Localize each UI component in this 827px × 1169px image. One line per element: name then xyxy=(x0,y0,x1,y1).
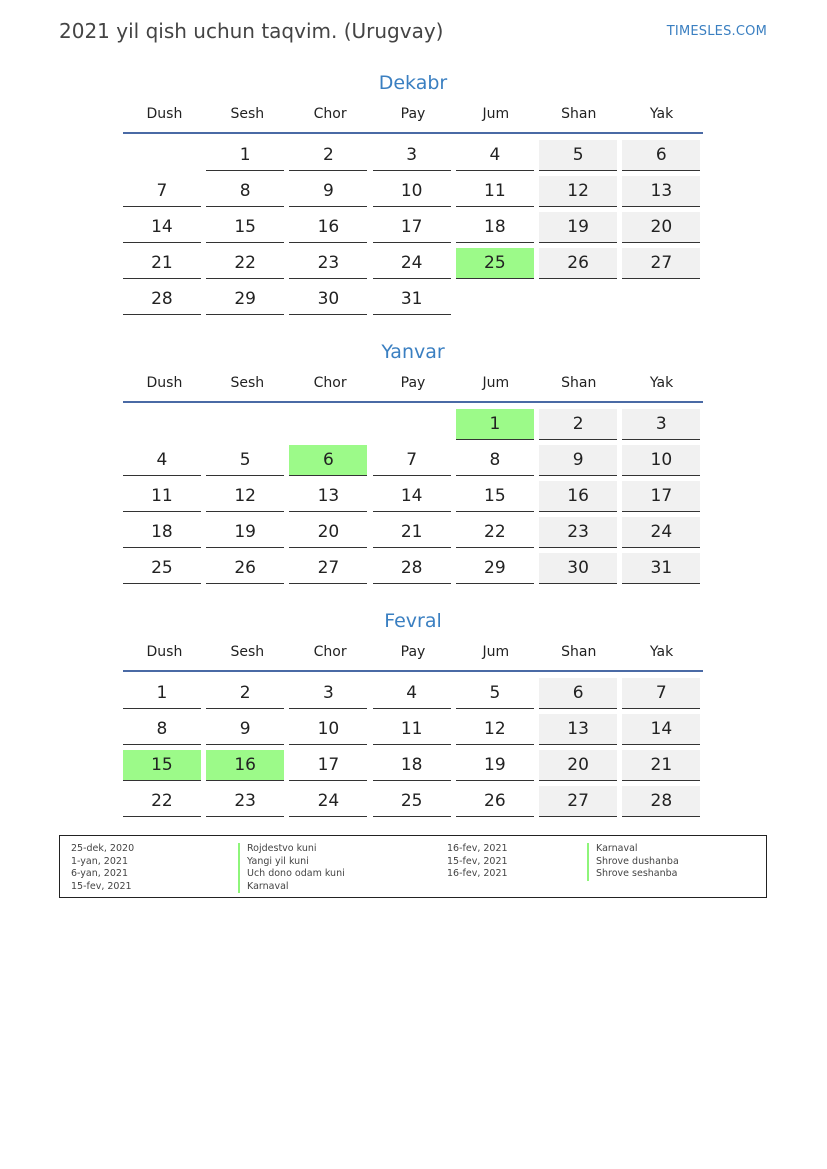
weekday-label: Yak xyxy=(649,375,674,391)
day-cell: 19 xyxy=(539,212,617,243)
day-cell: 4 xyxy=(123,445,201,476)
day-cell: 1 xyxy=(123,678,201,709)
day-cell: 8 xyxy=(456,445,534,476)
week-row xyxy=(123,443,703,479)
legend-holiday-name: Rojdestvo kuni xyxy=(238,843,345,856)
legend-date: 25-dek, 2020 xyxy=(71,843,135,854)
legend-date: 6-yan, 2021 xyxy=(71,868,128,879)
empty-cell xyxy=(123,140,201,170)
day-cell: 7 xyxy=(373,445,451,476)
day-cell: 30 xyxy=(289,284,367,315)
day-cell: 6 xyxy=(539,678,617,709)
day-cell: 25 xyxy=(456,248,534,279)
day-cell: 9 xyxy=(206,714,284,745)
day-cell: 23 xyxy=(206,786,284,817)
legend-date: 16-fev, 2021 xyxy=(447,843,508,854)
day-cell: 5 xyxy=(456,678,534,709)
day-cell: 24 xyxy=(622,517,700,548)
day-cell: 29 xyxy=(206,284,284,315)
week-row xyxy=(123,784,703,820)
week-row xyxy=(123,246,703,282)
day-cell: 31 xyxy=(622,553,700,584)
month-title: Dekabr xyxy=(378,72,448,94)
week-row xyxy=(123,748,703,784)
day-cell: 14 xyxy=(622,714,700,745)
legend-holiday-name: Shrove seshanba xyxy=(587,868,679,881)
day-cell: 3 xyxy=(289,678,367,709)
day-cell: 16 xyxy=(539,481,617,512)
day-cell: 8 xyxy=(206,176,284,207)
week-row xyxy=(123,282,703,318)
day-cell: 2 xyxy=(206,678,284,709)
week-row xyxy=(123,551,703,587)
legend-names-left xyxy=(238,843,345,893)
legend-holiday-name: Shrove dushanba xyxy=(587,856,679,869)
day-cell: 7 xyxy=(123,176,201,207)
legend-holiday-name: Yangi yil kuni xyxy=(238,856,345,869)
weekday-label: Shan xyxy=(561,106,597,122)
week-row xyxy=(123,712,703,748)
weekday-label: Chor xyxy=(313,106,347,122)
day-cell: 7 xyxy=(622,678,700,709)
day-cell: 29 xyxy=(456,553,534,584)
day-cell: 25 xyxy=(373,786,451,817)
legend-date: 16-fev, 2021 xyxy=(447,868,508,879)
day-cell: 20 xyxy=(539,750,617,781)
week-row xyxy=(123,515,703,551)
day-cell: 8 xyxy=(123,714,201,745)
weekday-label: Shan xyxy=(561,375,597,391)
header-divider xyxy=(123,401,703,403)
empty-cell xyxy=(123,409,201,439)
day-cell: 2 xyxy=(539,409,617,440)
day-cell: 6 xyxy=(289,445,367,476)
empty-cell xyxy=(539,284,617,314)
day-cell: 12 xyxy=(206,481,284,512)
week-row xyxy=(123,210,703,246)
weekday-label: Dush xyxy=(146,375,183,391)
day-cell: 13 xyxy=(539,714,617,745)
week-row xyxy=(123,676,703,712)
weekday-label: Pay xyxy=(400,644,426,660)
weekday-header xyxy=(123,106,703,126)
day-cell: 5 xyxy=(206,445,284,476)
day-cell: 12 xyxy=(539,176,617,207)
header-divider xyxy=(123,670,703,672)
day-cell: 17 xyxy=(373,212,451,243)
day-cell: 26 xyxy=(539,248,617,279)
day-cell: 22 xyxy=(206,248,284,279)
empty-cell xyxy=(289,409,367,439)
day-cell: 24 xyxy=(373,248,451,279)
day-cell: 20 xyxy=(289,517,367,548)
day-cell: 26 xyxy=(456,786,534,817)
day-cell: 9 xyxy=(289,176,367,207)
day-cell: 15 xyxy=(206,212,284,243)
day-cell: 11 xyxy=(456,176,534,207)
day-grid xyxy=(123,407,703,587)
legend-holiday-name: Karnaval xyxy=(587,843,679,856)
weekday-label: Sesh xyxy=(230,106,265,122)
day-cell: 30 xyxy=(539,553,617,584)
weekday-label: Yak xyxy=(649,106,674,122)
day-cell: 18 xyxy=(373,750,451,781)
weekday-label: Dush xyxy=(146,106,183,122)
legend-date: 15-fev, 2021 xyxy=(71,880,132,892)
day-cell: 5 xyxy=(539,140,617,171)
day-cell: 27 xyxy=(622,248,700,279)
weekday-label: Sesh xyxy=(230,375,265,391)
week-row xyxy=(123,138,703,174)
week-row xyxy=(123,479,703,515)
day-grid xyxy=(123,138,703,318)
week-row xyxy=(123,174,703,210)
empty-cell xyxy=(373,409,451,439)
day-cell: 11 xyxy=(123,481,201,512)
day-cell: 10 xyxy=(622,445,700,476)
empty-cell xyxy=(456,284,534,314)
weekday-label: Chor xyxy=(313,644,347,660)
weekday-label: Dush xyxy=(146,644,183,660)
day-cell: 17 xyxy=(289,750,367,781)
legend-holiday-name: Uch dono odam kuni xyxy=(238,868,345,881)
day-cell: 17 xyxy=(622,481,700,512)
day-cell: 3 xyxy=(373,140,451,171)
empty-cell xyxy=(206,409,284,439)
day-cell: 2 xyxy=(289,140,367,171)
weekday-label: Jum xyxy=(482,375,510,391)
day-cell: 11 xyxy=(373,714,451,745)
day-cell: 14 xyxy=(373,481,451,512)
day-cell: 16 xyxy=(206,750,284,781)
legend-dates-left xyxy=(71,843,134,893)
day-cell: 4 xyxy=(456,140,534,171)
month-dekabr xyxy=(123,70,703,318)
holiday-legend xyxy=(59,835,767,898)
day-cell: 4 xyxy=(373,678,451,709)
day-cell: 9 xyxy=(539,445,617,476)
legend-dates-right xyxy=(447,843,508,881)
day-cell: 19 xyxy=(206,517,284,548)
day-cell: 10 xyxy=(373,176,451,207)
day-cell: 25 xyxy=(123,553,201,584)
day-cell: 13 xyxy=(289,481,367,512)
day-cell: 20 xyxy=(622,212,700,243)
legend-date: 15-fev, 2021 xyxy=(447,855,508,867)
day-cell: 22 xyxy=(123,786,201,817)
day-cell: 24 xyxy=(289,786,367,817)
day-cell: 18 xyxy=(123,517,201,548)
weekday-label: Sesh xyxy=(230,644,265,660)
day-cell: 27 xyxy=(289,553,367,584)
day-cell: 15 xyxy=(456,481,534,512)
day-cell: 12 xyxy=(456,714,534,745)
day-cell: 23 xyxy=(289,248,367,279)
empty-cell xyxy=(622,284,700,314)
month-title: Yanvar xyxy=(381,341,445,363)
month-fevral xyxy=(123,608,703,820)
day-cell: 27 xyxy=(539,786,617,817)
day-cell: 21 xyxy=(622,750,700,781)
day-cell: 28 xyxy=(123,284,201,315)
header-divider xyxy=(123,132,703,134)
day-cell: 28 xyxy=(622,786,700,817)
day-cell: 10 xyxy=(289,714,367,745)
day-cell: 14 xyxy=(123,212,201,243)
month-yanvar xyxy=(123,339,703,587)
day-cell: 1 xyxy=(456,409,534,440)
day-cell: 18 xyxy=(456,212,534,243)
day-cell: 23 xyxy=(539,517,617,548)
day-cell: 3 xyxy=(622,409,700,440)
weekday-label: Pay xyxy=(400,106,426,122)
month-title: Fevral xyxy=(384,610,442,632)
legend-names-right xyxy=(587,843,679,881)
weekday-label: Shan xyxy=(561,644,597,660)
site-link[interactable]: TIMESLES.COM xyxy=(666,24,767,39)
weekday-label: Jum xyxy=(482,106,510,122)
weekday-header xyxy=(123,644,703,664)
day-cell: 13 xyxy=(622,176,700,207)
weekday-label: Chor xyxy=(313,375,347,391)
day-cell: 1 xyxy=(206,140,284,171)
legend-date: 1-yan, 2021 xyxy=(71,855,128,867)
week-row xyxy=(123,407,703,443)
day-cell: 19 xyxy=(456,750,534,781)
day-cell: 26 xyxy=(206,553,284,584)
day-cell: 21 xyxy=(373,517,451,548)
weekday-label: Yak xyxy=(649,644,674,660)
day-cell: 21 xyxy=(123,248,201,279)
weekday-header xyxy=(123,375,703,395)
weekday-label: Pay xyxy=(400,375,426,391)
day-cell: 15 xyxy=(123,750,201,781)
day-cell: 16 xyxy=(289,212,367,243)
day-cell: 31 xyxy=(373,284,451,315)
day-cell: 22 xyxy=(456,517,534,548)
page-title: 2021 yil qish uchun taqvim. (Urugvay) xyxy=(59,19,444,43)
day-cell: 6 xyxy=(622,140,700,171)
legend-holiday-name: Karnaval xyxy=(238,881,345,894)
day-cell: 28 xyxy=(373,553,451,584)
weekday-label: Jum xyxy=(482,644,510,660)
day-grid xyxy=(123,676,703,820)
